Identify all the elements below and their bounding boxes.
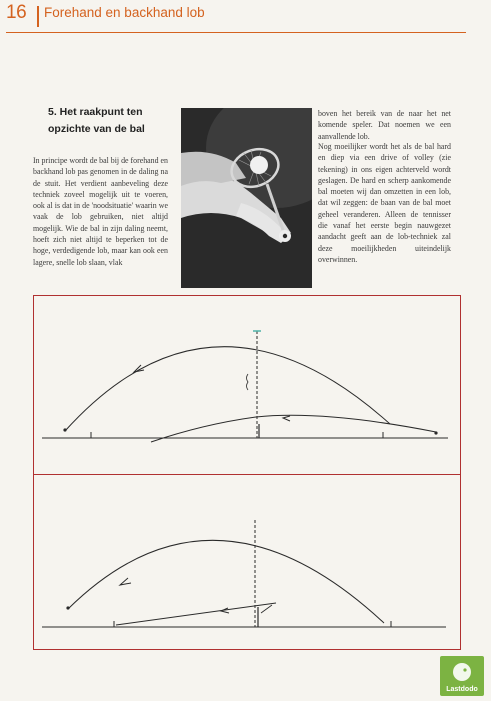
badge-label: Lastdodo [446, 686, 478, 693]
right-column-text-1: boven het bereik van de naar het net komende speler. Dat noemen we een aanvallende lob. [318, 109, 451, 141]
section-title: 5. Het raakpunt ten opzichte van de bal [48, 106, 145, 135]
page-number: 16 [6, 2, 27, 23]
left-column-text: In principe wordt de bal bij de forehand en backhand lob pas genomen in de daling na de stuit. Het verdient aanbeveling deze techniek zoveel mogelijk uit te voeren, ook al is dat in de 'noodsituatie' waarin we vaak de lob gebruiken, niet altijd mogelijk. Wie de bal in zijn daling neemt, hoeft zich niet altijd te beperken tot de hoge, verdedigende lob, maar kan ook een lagere, snelle lob slaan, vlak [33, 156, 168, 267]
lob-diagram-bottom [34, 475, 460, 649]
player-point-left [66, 606, 69, 609]
right-column-text-2: Nog moeilijker wordt het als de bal hard en diep via een drive of volley (zie tekening) in ons eigen achterveld wordt geslagen. De hard en scherp aankomende bal moeten wij dan omzetten in een lob, dat wil zeggen: de baan van de bal moet geheel veranderen. Alleen de tennisser die vanaf het eerste begin nauwgezet aandacht geeft aan de lob-techniek zal deze moeilijkheden uiteindelijk overwinnen. [318, 142, 451, 264]
tennis-photo-illustration [181, 108, 312, 288]
lob-trajectory [68, 540, 384, 623]
tennis-photo [181, 108, 312, 288]
header-rule [6, 32, 466, 33]
incoming-ball-path [116, 603, 276, 625]
header-divider [37, 6, 39, 27]
net-height-brace [247, 374, 249, 390]
lob-trajectory [65, 347, 390, 431]
page-header [0, 0, 491, 40]
trajectory-arrow [120, 578, 131, 585]
lob-diagram-top [34, 296, 460, 473]
player-point-left [63, 428, 66, 431]
net-tick [261, 605, 272, 613]
player-point-right [434, 431, 437, 434]
chapter-title: Forehand en backhand lob [44, 5, 205, 20]
lastdodo-badge [440, 656, 484, 696]
incoming-arrow [283, 416, 290, 421]
